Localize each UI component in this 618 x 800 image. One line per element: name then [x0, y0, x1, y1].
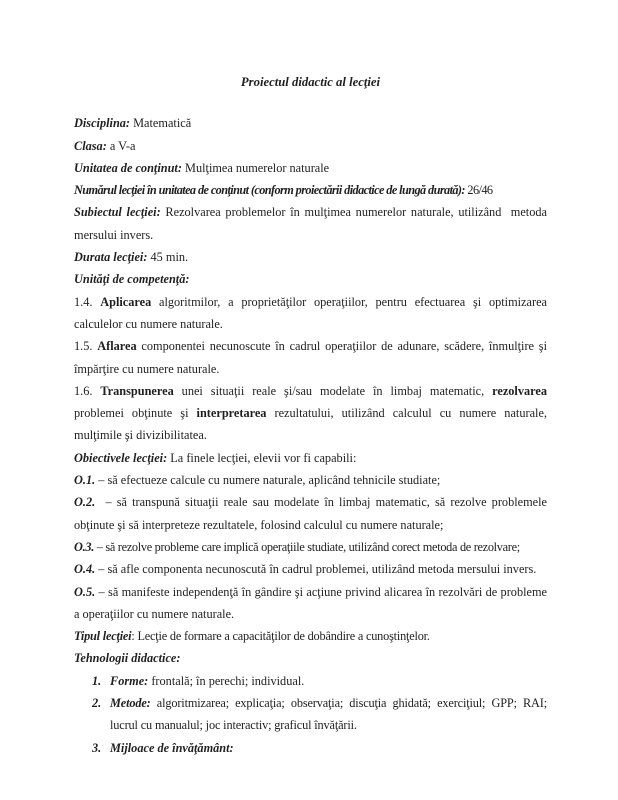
para-tehnologii — [74, 647, 547, 669]
text-run: Transpunerea — [100, 383, 174, 398]
text-run: – să transpună situaţii reale sau modelate în limbaj matematic, să rezolve problemele obţinute şi să interpreteze rezultatele, folosind calculul cu numere naturale; — [74, 495, 551, 532]
para-obiective — [74, 447, 547, 469]
para-disciplina — [74, 112, 547, 134]
para-o1 — [74, 469, 547, 491]
text-run: Clasa: — [74, 138, 110, 153]
text-run: Forme: — [110, 673, 152, 688]
para-numarul — [74, 179, 547, 201]
text-run: algoritmizarea; explicaţia; observaţia; discuţia ghidată; exerciţiul; GPP; RAI; lucrul cu manualul; joc interactiv; graficul învăţării. — [110, 696, 550, 733]
list-item-text — [110, 692, 550, 737]
para-1-6 — [74, 380, 551, 447]
text-run: O.5. — [74, 584, 96, 599]
text-run: – să manifeste independenţă în gândire şi acţiune privind alicarea în rezolvări de probleme a operaţiilor cu numere naturale. — [74, 584, 551, 621]
document-body — [74, 112, 551, 759]
text-run: Unitatea de conţinut: — [74, 160, 186, 175]
text-run: Rezolvarea problemelor în mulţimea numerelor naturale, utilizând metoda mersului invers. — [74, 205, 551, 242]
text-run: Metode: — [110, 696, 157, 711]
list-item-text — [110, 670, 547, 692]
text-run: O.1. — [74, 473, 96, 488]
para-o3 — [74, 536, 547, 558]
text-run: Subiectul lecţiei: — [74, 205, 166, 220]
text-run: Tehnologii didactice: — [74, 651, 181, 666]
para-clasa — [74, 135, 547, 157]
text-run: frontală; în perechi; individual. — [151, 673, 305, 688]
text-run: La finele lecţiei, elevii vor fi capabili: — [170, 450, 357, 465]
li-forme — [74, 670, 547, 692]
text-run: – să rezolve probleme care implică operaţiile studiate, utilizând corect metoda de rezolvare; — [93, 539, 520, 554]
para-durata — [74, 246, 547, 268]
text-run: 1.6. — [74, 383, 101, 398]
text-run: a V-a — [109, 138, 136, 153]
text-run: Tipul lecţiei — [74, 629, 132, 644]
text-run: 1.5. — [74, 339, 98, 354]
list-marker: 3. — [92, 740, 102, 755]
para-unitati — [74, 268, 547, 290]
text-run: 26/46 — [467, 183, 493, 198]
para-unitatea — [74, 157, 547, 179]
para-1-4 — [74, 291, 551, 336]
text-run: : Lecţie de formare a capacităţilor de dobândire a cunoştinţelor. — [131, 629, 430, 644]
text-run: O.2. — [74, 495, 96, 510]
text-run: O.4. — [74, 562, 96, 577]
text-run: Obiectivele lecţiei: — [74, 450, 171, 465]
para-o4 — [74, 558, 547, 580]
text-run: O.3. — [74, 539, 94, 554]
text-run: Numărul lecţiei în unitatea de conţinut (conform proiectării didactice de lungă durată): — [74, 183, 468, 198]
text-run: Disciplina: — [74, 116, 134, 131]
list-marker: 2. — [92, 696, 102, 711]
text-run: rezolvarea — [492, 383, 547, 398]
text-run: interpretarea — [196, 406, 267, 421]
text-run: algoritmilor, a proprietăţilor operaţiilor, pentru efectuarea şi optimizarea calculelor cu numere naturale. — [74, 294, 551, 331]
para-subiectul — [74, 201, 551, 246]
text-run: Unităţi de competenţă: — [74, 272, 190, 287]
text-run: Mijloace de învăţământ: — [110, 740, 234, 755]
para-1-5 — [74, 335, 551, 380]
text-run: problemei obţinute şi — [74, 383, 551, 421]
list-marker: 1. — [92, 673, 102, 688]
li-metode — [74, 692, 550, 737]
text-run: Matematică — [133, 116, 192, 131]
para-tipul — [74, 625, 547, 647]
text-run: 45 min. — [150, 250, 189, 265]
list-item-text — [110, 737, 547, 759]
text-run: Durata lecţiei: — [74, 250, 151, 265]
text-run: Mulţimea numerelor naturale — [185, 160, 330, 175]
text-run: 1.4. — [74, 294, 101, 309]
text-run: – să afle componenta necunoscută în cadrul problemei, utilizând metoda mersului invers. — [95, 562, 537, 577]
text-run: Aflarea — [97, 339, 137, 354]
text-run: rezultatului, utilizând calculul cu numere naturale, mulţimile şi divizibilitatea. — [74, 406, 551, 443]
para-o2 — [74, 491, 551, 536]
text-run: componentei necunoscute în cadrul operaţiilor de adunare, scădere, înmulţire şi împărţire cu numere naturale. — [74, 339, 551, 376]
li-mijloace — [74, 737, 547, 759]
para-o5 — [74, 581, 551, 626]
text-run: Aplicarea — [100, 294, 152, 309]
text-run: unei situaţii reale şi/sau modelate în limbaj matematic, — [173, 383, 493, 398]
text-run: – să efectueze calcule cu numere naturale, aplicând tehnicile studiate; — [95, 473, 441, 488]
document-title: Proiectul didactic al lecţiei — [240, 75, 381, 89]
